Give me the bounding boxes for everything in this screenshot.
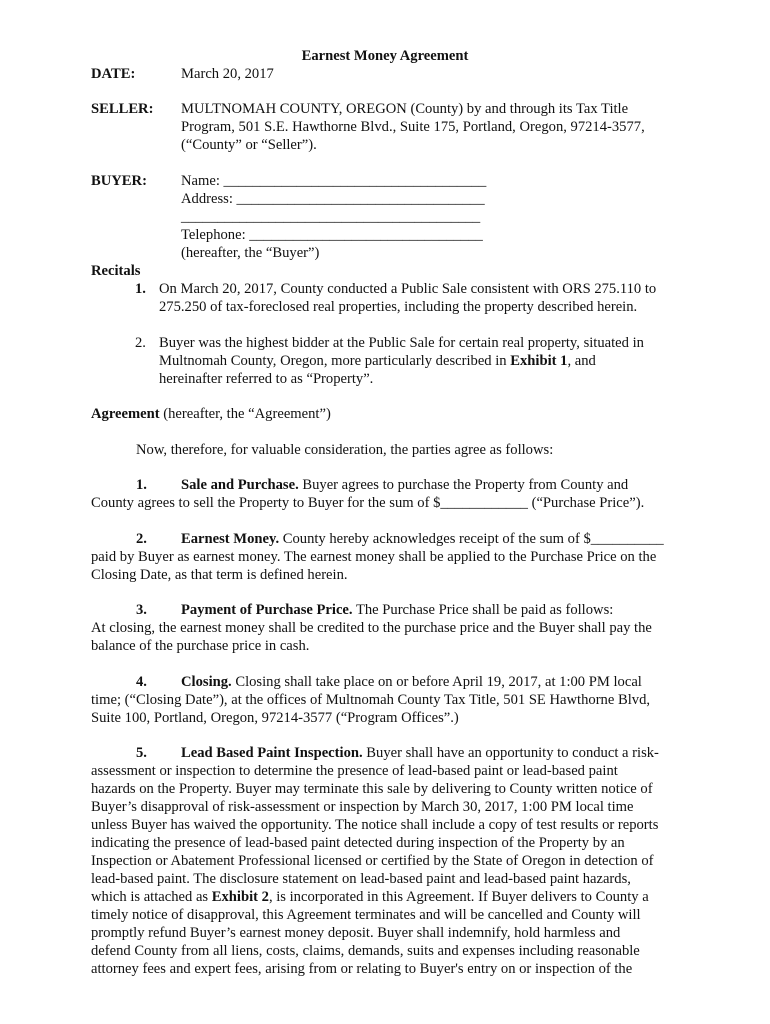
buyer-name-field: Name: ____________________________________ (181, 173, 487, 189)
section-line: balance of the purchase price in cash. (91, 638, 310, 654)
section-first-line (181, 530, 664, 548)
date-value: March 20, 2017 (181, 66, 274, 82)
section-text: , is incorporated in this Agreement. If Buyer delivers to County a (268, 889, 649, 905)
section-line: promptly refund Buyer’s earnest money deposit. Buyer shall indemnify, hold harmless and (91, 925, 621, 941)
section-number: 5. (136, 745, 147, 761)
buyer-telephone-field: Telephone: ________________________________ (181, 227, 483, 243)
section-title: Earnest Money. (181, 531, 280, 547)
section-title: Payment of Purchase Price. (181, 602, 353, 618)
section-first-line (181, 744, 659, 762)
buyer-address-field: Address: __________________________________ (181, 191, 485, 207)
section-text: Buyer agrees to purchase the Property from County and (298, 477, 629, 493)
section-line: Closing Date, as that term is defined herein. (91, 567, 348, 583)
section-first-line (181, 673, 642, 691)
section-line: Inspection or Abatement Professional licensed or certified by the State of Oregon in detection of (91, 853, 654, 869)
section-line (91, 888, 649, 906)
recital-number: 2. (135, 335, 146, 351)
section-title: Sale and Purchase. (181, 477, 299, 493)
section-line: Suite 100, Portland, Oregon, 97214-3577 (“Program Offices”.) (91, 710, 459, 726)
section-number: 4. (136, 674, 147, 690)
section-line: timely notice of disapproval, this Agreement terminates and will be cancelled and County will (91, 907, 641, 923)
section-line: indicating the presence of lead-based paint detected during inspection of the Property by an (91, 835, 625, 851)
section-line: lead-based paint. The disclosure statement on lead-based paint and lead-based paint hazards, (91, 871, 631, 887)
section-line: hazards on the Property. Buyer may terminate this sale by delivering to County written notice of (91, 781, 653, 797)
buyer-label: BUYER: (91, 173, 147, 189)
seller-line: (“County” or “Seller”). (181, 137, 317, 153)
recital-line: On March 20, 2017, County conducted a Public Sale consistent with ORS 275.110 to (159, 281, 657, 297)
recital-line: Buyer was the highest bidder at the Public Sale for certain real property, situated in (159, 335, 644, 351)
exhibit-1-reference: Exhibit 1 (510, 353, 568, 369)
section-text: The Purchase Price shall be paid as follows: (352, 602, 614, 618)
document-title: Earnest Money Agreement (301, 48, 469, 64)
exhibit-2-reference: Exhibit 2 (211, 889, 269, 905)
section-line: Buyer’s disapproval of risk-assessment or inspection by March 30, 2017, 1:00 PM local time (91, 799, 634, 815)
recital-number: 1. (135, 281, 146, 297)
recital-line: hereinafter referred to as “Property”. (159, 371, 374, 387)
recital-line (159, 352, 596, 370)
seller-line: MULTNOMAH COUNTY, OREGON (County) by and through its Tax Title (181, 101, 629, 117)
section-number: 1. (136, 477, 147, 493)
section-title: Closing. (181, 674, 232, 690)
section-text: which is attached as (91, 889, 212, 905)
recital-text: Multnomah County, Oregon, more particularly described in (159, 353, 511, 369)
section-number: 3. (136, 602, 147, 618)
date-label: DATE: (91, 66, 136, 82)
section-first-line (181, 476, 628, 494)
section-number: 2. (136, 531, 147, 547)
seller-label: SELLER: (91, 101, 154, 117)
section-text: Buyer shall have an opportunity to conduct a risk- (362, 745, 659, 761)
buyer-note: (hereafter, the “Buyer”) (181, 245, 320, 261)
section-line: time; (“Closing Date”), at the offices of Multnomah County Tax Title, 501 SE Hawthorne Blvd, (91, 692, 651, 708)
buyer-address-line2: _________________________________________ (181, 209, 481, 225)
section-line: assessment or inspection to determine the presence of lead-based paint or lead-based paint (91, 763, 618, 779)
section-line: paid by Buyer as earnest money. The earnest money shall be applied to the Purchase Price on the (91, 549, 657, 565)
section-text: County hereby acknowledges receipt of the sum of $__________ (279, 531, 664, 547)
section-line: At closing, the earnest money shall be credited to the purchase price and the Buyer shall pay the (91, 620, 652, 636)
recital-line: 275.250 of tax-foreclosed real properties, including the property described herein. (159, 299, 638, 315)
section-title: Lead Based Paint Inspection. (181, 745, 363, 761)
agreement-intro: Now, therefore, for valuable consideration, the parties agree as follows: (136, 442, 554, 458)
agreement-heading-note: (hereafter, the “Agreement”) (159, 406, 331, 422)
section-line: attorney fees and expert fees, arising from or relating to Buyer's entry on or inspection of the (91, 961, 633, 977)
recital-text: , and (567, 353, 596, 369)
section-first-line (181, 601, 613, 619)
section-line: County agrees to sell the Property to Buyer for the sum of $____________ (“Purchase Price”). (91, 495, 645, 511)
section-line: unless Buyer has waived the opportunity. The notice shall include a copy of test results or reports (91, 817, 659, 833)
agreement-heading: Agreement (91, 406, 160, 422)
seller-line: Program, 501 S.E. Hawthorne Blvd., Suite 175, Portland, Oregon, 97214-3577, (181, 119, 645, 135)
agreement-heading-line (91, 405, 331, 423)
section-line: defend County from all liens, costs, claims, demands, suits and expenses including reasonable (91, 943, 640, 959)
section-text: Closing shall take place on or before April 19, 2017, at 1:00 PM local (231, 674, 642, 690)
recitals-heading: Recitals (91, 263, 141, 279)
